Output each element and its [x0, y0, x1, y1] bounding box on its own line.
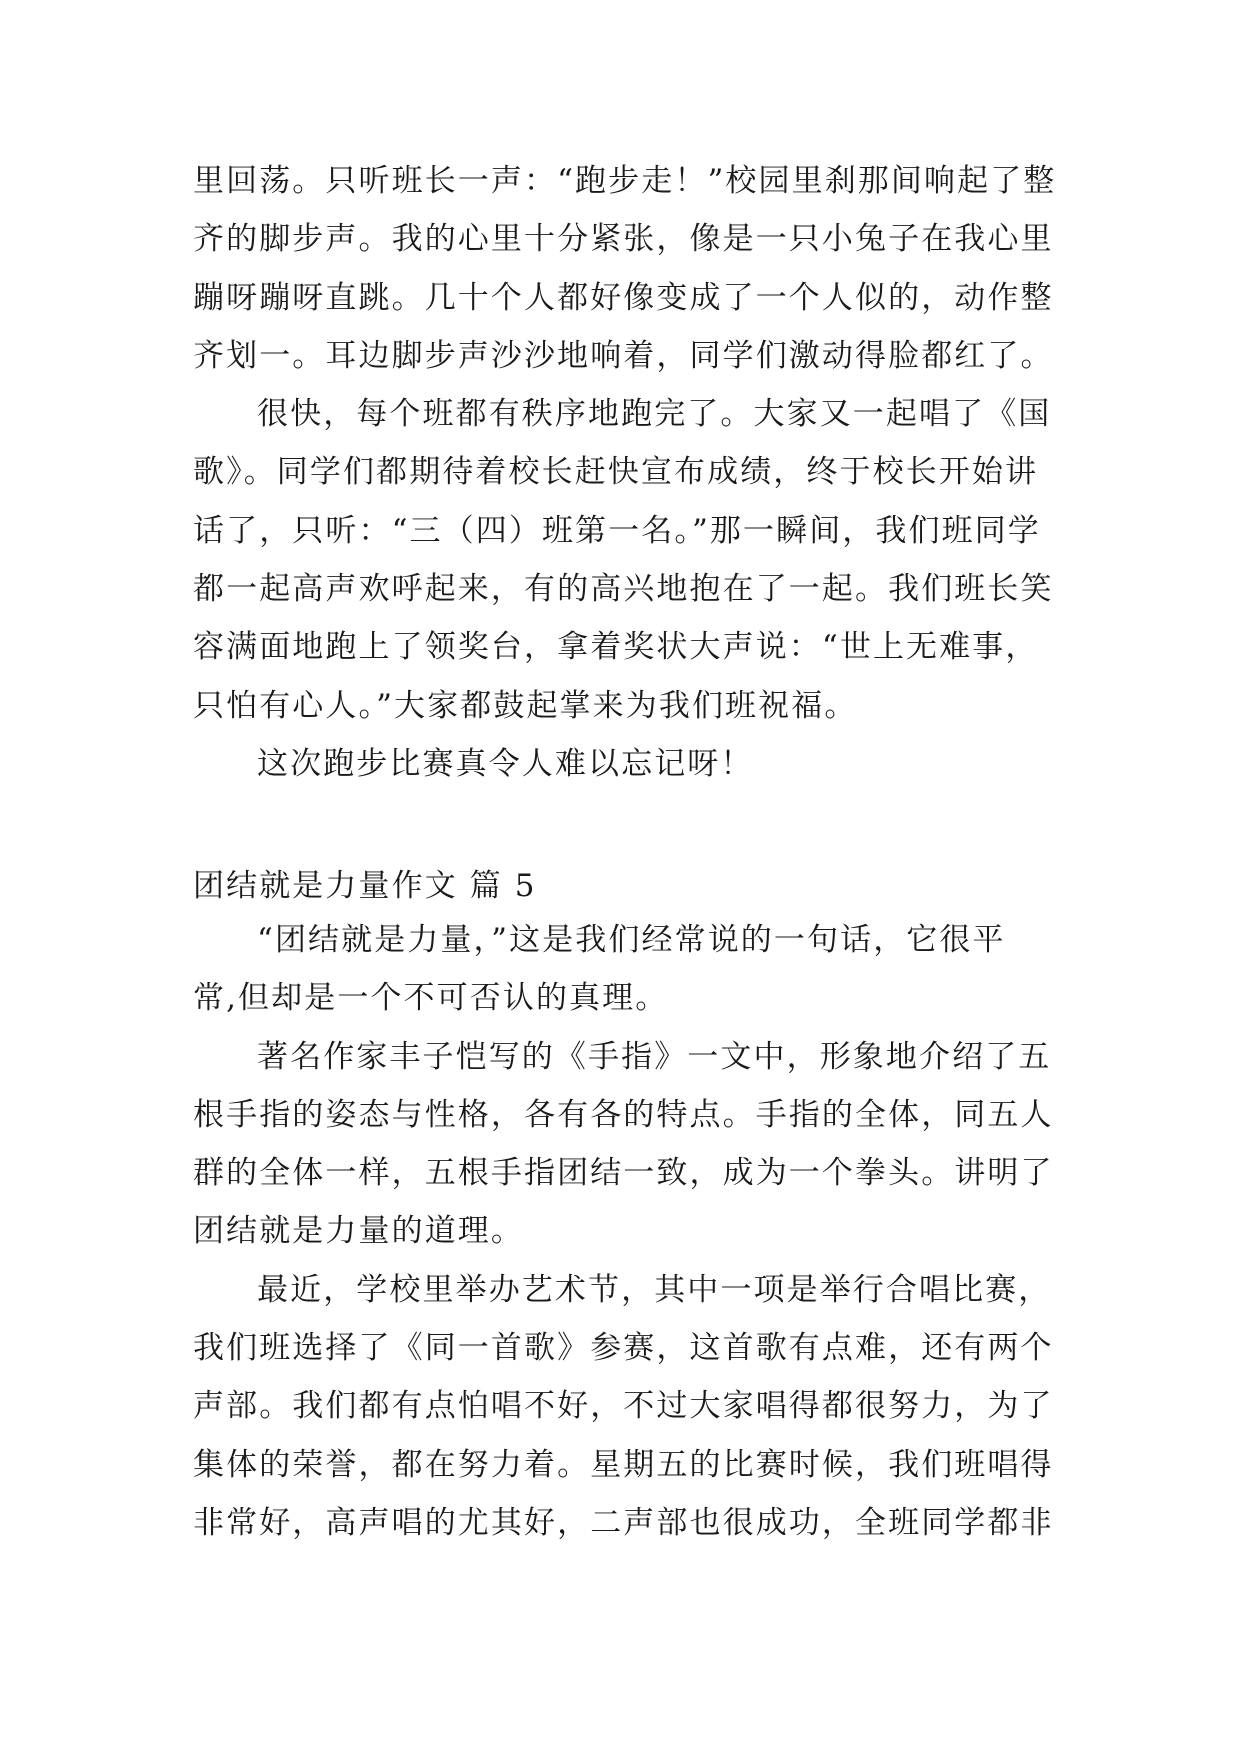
article-section-5	[193, 911, 1053, 1552]
text-line: 很快，每个班都有秩序地跑完了。大家又一起唱了《国	[257, 396, 1052, 433]
text-line: 这次跑步比赛真令人难以忘记呀！	[257, 745, 754, 782]
text-line: 声部。我们都有点怕唱不好，不过大家唱得都很努力，为了	[193, 1388, 1054, 1425]
text-line: 常,但却是一个不可否认的真理。	[193, 980, 669, 1017]
text-line: “团结就是力量，”这是我们经常说的一句话，它很平	[257, 922, 1006, 958]
text-line: 团结就是力量的道理。	[193, 1213, 524, 1250]
text-line: 话了，只听：“三（四）班第一名。”那一瞬间，我们班同学	[193, 512, 1041, 549]
article-section-previous	[193, 152, 1057, 793]
text-line: 群的全体一样，五根手指团结一致，成为一个拳头。讲明了	[193, 1155, 1054, 1192]
text-line: 最近，学校里举办艺术节，其中一项是举行合唱比赛，	[257, 1271, 1052, 1308]
text-line: 蹦呀蹦呀直跳。几十个人都好像变成了一个人似的，动作整	[193, 279, 1054, 316]
text-line: 只怕有心人。”大家都鼓起掌来为我们班祝福。	[193, 687, 858, 724]
text-line: 里回荡。只听班长一声：“跑步走！”校园里刹那间响起了整	[193, 163, 1057, 199]
text-line: 集体的荣誉，都在努力着。星期五的比赛时候，我们班唱得	[193, 1446, 1054, 1483]
text-line: 根手指的姿态与性格，各有各的特点。手指的全体，同五人	[193, 1096, 1054, 1133]
text-line: 都一起高声欢呼起来，有的高兴地抱在了一起。我们班长笑	[193, 571, 1054, 608]
text-line: 歌》。同学们都期待着校长赶快宣布成绩，终于校长开始讲	[193, 454, 1039, 491]
text-line: 齐划一。耳边脚步声沙沙地响着，同学们激动得脸都红了。	[193, 337, 1054, 374]
article-heading: 团结就是力量作文 篇 5	[193, 868, 537, 904]
text-line: 容满面地跑上了领奖台，拿着奖状大声说：“世上无难事，	[193, 629, 1039, 666]
text-line: 齐的脚步声。我的心里十分紧张，像是一只小兔子在我心里	[193, 221, 1054, 258]
text-line: 我们班选择了《同一首歌》参赛，这首歌有点难，还有两个	[193, 1330, 1054, 1367]
text-line: 著名作家丰子恺写的《手指》一文中，形象地介绍了五	[257, 1038, 1052, 1075]
text-line: 非常好，高声唱的尤其好，二声部也很成功，全班同学都非	[193, 1504, 1054, 1541]
